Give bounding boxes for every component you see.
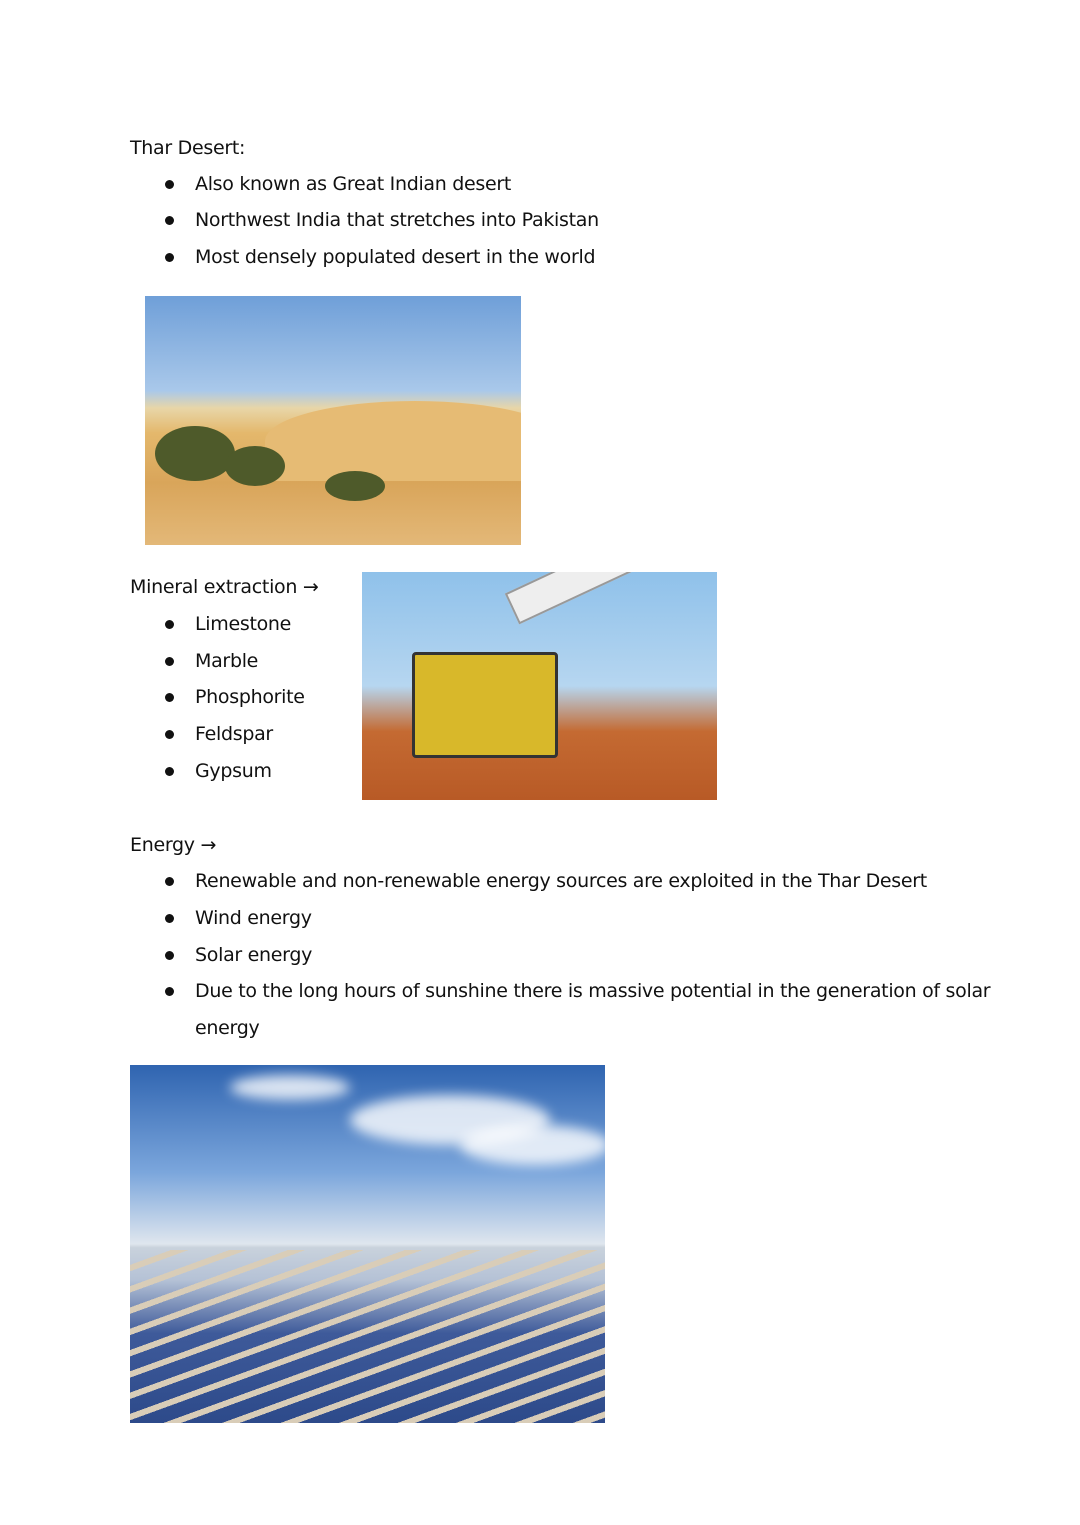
list-item: Phosphorite [195,686,305,708]
list-item: Most densely populated desert in the world [195,246,596,268]
list-item: Feldspar [195,723,273,745]
list-item-continuation: energy [195,1017,260,1039]
list-item: Also known as Great Indian desert [195,173,512,195]
bullet-icon [165,216,174,225]
bullet-icon [165,767,174,776]
bullet-icon [165,951,174,960]
mineral-heading: Mineral extraction → [130,576,319,598]
bullet-icon [165,987,174,996]
section-title: Thar Desert: [130,137,246,159]
bullet-icon [165,657,174,666]
list-item: Solar energy [195,944,313,966]
bullet-icon [165,180,174,189]
energy-heading: Energy → [130,834,217,856]
list-item: Northwest India that stretches into Pakistan [195,209,599,231]
bullet-icon [165,877,174,886]
desert-photo [145,296,521,545]
bullet-icon [165,730,174,739]
bullet-icon [165,253,174,262]
mining-photo [362,572,717,800]
list-item: Due to the long hours of sunshine there is massive potential in the generation of solar [195,980,991,1002]
bullet-icon [165,620,174,629]
bullet-icon [165,693,174,702]
bullet-icon [165,914,174,923]
list-item: Limestone [195,613,292,635]
list-item: Gypsum [195,760,272,782]
list-item: Renewable and non-renewable energy sources are exploited in the Thar Desert [195,870,927,892]
solar-farm-photo [130,1065,605,1423]
list-item: Marble [195,650,259,672]
list-item: Wind energy [195,907,312,929]
